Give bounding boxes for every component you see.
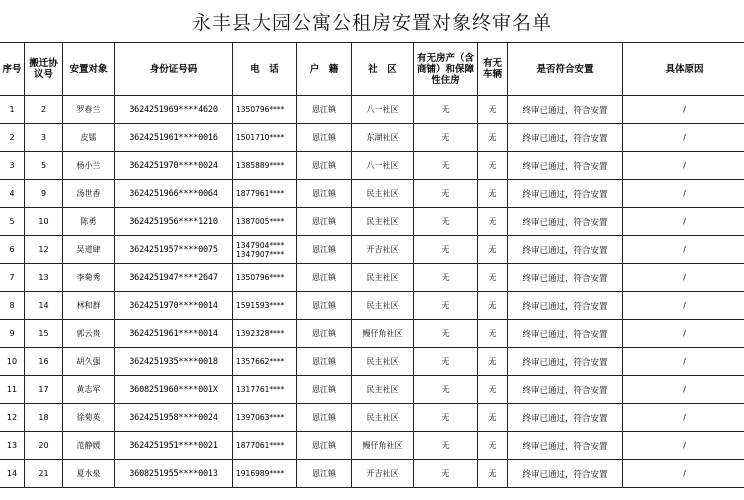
cell-reason: /: [623, 404, 744, 432]
cell-phone: [233, 376, 297, 404]
cell-name: 吴道肆: [63, 236, 115, 264]
cell-relocation-no: 3: [25, 124, 63, 152]
cell-name: 杨小兰: [63, 152, 115, 180]
cell-community: 鳗仔角社区: [352, 432, 414, 460]
header-has-vehicle: 有无车辆: [478, 43, 508, 96]
cell-community: 民主社区: [352, 208, 414, 236]
cell-phone: [233, 124, 297, 152]
cell-household: 恩江镇: [297, 152, 352, 180]
header-has-housing: 有无房产（含商铺）和保障性住房: [414, 43, 478, 96]
cell-relocation-no: 14: [25, 292, 63, 320]
cell-id-number: 3624251966****0064: [115, 180, 233, 208]
cell-index: 11: [0, 376, 25, 404]
phone-number: 1392328****: [236, 329, 285, 338]
cell-community: 民主社区: [352, 292, 414, 320]
cell-relocation-no: 2: [25, 96, 63, 124]
phone-number: 1877961****: [236, 189, 285, 198]
cell-phone: [233, 320, 297, 348]
cell-community: 民主社区: [352, 264, 414, 292]
cell-household: 恩江镇: [297, 236, 352, 264]
cell-relocation-no: 18: [25, 404, 63, 432]
cell-community: 民主社区: [352, 348, 414, 376]
cell-name: 林和群: [63, 292, 115, 320]
cell-relocation-no: 9: [25, 180, 63, 208]
cell-reason: /: [623, 124, 744, 152]
cell-relocation-no: 21: [25, 460, 63, 488]
cell-reason: /: [623, 376, 744, 404]
cell-eligibility: 终审已通过，符合安置: [508, 460, 623, 488]
cell-eligibility: 终审已通过，符合安置: [508, 208, 623, 236]
cell-has-housing: 无: [414, 376, 478, 404]
cell-reason: /: [623, 348, 744, 376]
table-row: [0, 124, 744, 152]
cell-community: 民主社区: [352, 404, 414, 432]
cell-has-vehicle: 无: [478, 460, 508, 488]
cell-community: 民主社区: [352, 180, 414, 208]
header-phone: 电 话: [233, 43, 297, 96]
cell-has-housing: 无: [414, 124, 478, 152]
cell-id-number: 3608251955****0013: [115, 460, 233, 488]
cell-phone: [233, 208, 297, 236]
cell-household: 恩江镇: [297, 180, 352, 208]
cell-name: 范静媛: [63, 432, 115, 460]
cell-has-vehicle: 无: [478, 320, 508, 348]
phone-number: 1591593****: [236, 301, 285, 310]
cell-has-vehicle: 无: [478, 96, 508, 124]
cell-relocation-no: 5: [25, 152, 63, 180]
cell-has-housing: 无: [414, 264, 478, 292]
cell-eligibility: 终审已通过，符合安置: [508, 152, 623, 180]
cell-reason: /: [623, 208, 744, 236]
cell-has-housing: 无: [414, 208, 478, 236]
cell-index: 9: [0, 320, 25, 348]
cell-eligibility: 终审已通过，符合安置: [508, 124, 623, 152]
cell-phone: [233, 152, 297, 180]
cell-household: 恩江镇: [297, 460, 352, 488]
cell-household: 恩江镇: [297, 348, 352, 376]
cell-reason: /: [623, 264, 744, 292]
cell-name: 胡久强: [63, 348, 115, 376]
cell-reason: /: [623, 460, 744, 488]
cell-has-vehicle: 无: [478, 432, 508, 460]
cell-eligibility: 终审已通过，符合安置: [508, 236, 623, 264]
cell-has-vehicle: 无: [478, 264, 508, 292]
table-row: [0, 152, 744, 180]
cell-index: 2: [0, 124, 25, 152]
cell-reason: /: [623, 96, 744, 124]
table-row: [0, 460, 744, 488]
cell-eligibility: 终审已通过，符合安置: [508, 348, 623, 376]
phone-number: 1397063****: [236, 413, 285, 422]
cell-name: 徐菊英: [63, 404, 115, 432]
header-relocation-no: 搬迁协议号: [25, 43, 63, 96]
cell-community: 开吉社区: [352, 236, 414, 264]
table-header-row: [0, 43, 744, 96]
cell-phone: [233, 96, 297, 124]
cell-id-number: 3624251961****0016: [115, 124, 233, 152]
header-id-number: 身份证号码: [115, 43, 233, 96]
cell-phone: [233, 180, 297, 208]
cell-index: 1: [0, 96, 25, 124]
cell-reason: /: [623, 432, 744, 460]
phone-number: 1916989****: [236, 469, 285, 478]
cell-name: 汤世香: [63, 180, 115, 208]
cell-reason: /: [623, 236, 744, 264]
cell-id-number: 3624251951****0021: [115, 432, 233, 460]
cell-household: 恩江镇: [297, 208, 352, 236]
cell-eligibility: 终审已通过，符合安置: [508, 432, 623, 460]
table-row: [0, 264, 744, 292]
cell-has-vehicle: 无: [478, 376, 508, 404]
cell-id-number: 3624251957****0075: [115, 236, 233, 264]
cell-index: 4: [0, 180, 25, 208]
cell-eligibility: 终审已通过，符合安置: [508, 320, 623, 348]
cell-eligibility: 终审已通过，符合安置: [508, 404, 623, 432]
table-row: [0, 376, 744, 404]
phone-number: 1317761****: [236, 385, 285, 394]
cell-name: 罗春兰: [63, 96, 115, 124]
cell-name: 郭云贵: [63, 320, 115, 348]
header-reason: 具体原因: [623, 43, 744, 96]
cell-phone: [233, 432, 297, 460]
table-row: [0, 180, 744, 208]
cell-community: 开吉社区: [352, 460, 414, 488]
cell-community: 东湖社区: [352, 124, 414, 152]
table-row: [0, 404, 744, 432]
cell-has-housing: 无: [414, 180, 478, 208]
cell-has-vehicle: 无: [478, 292, 508, 320]
cell-reason: /: [623, 320, 744, 348]
cell-relocation-no: 15: [25, 320, 63, 348]
cell-eligibility: 终审已通过，符合安置: [508, 180, 623, 208]
cell-id-number: 3624251935****0018: [115, 348, 233, 376]
phone-number: 1347907****: [236, 249, 285, 259]
cell-household: 恩江镇: [297, 124, 352, 152]
cell-id-number: 3624251956****1210: [115, 208, 233, 236]
cell-has-housing: 无: [414, 432, 478, 460]
cell-has-housing: 无: [414, 348, 478, 376]
cell-has-vehicle: 无: [478, 152, 508, 180]
phone-number: 1387005****: [236, 217, 285, 226]
cell-has-housing: 无: [414, 292, 478, 320]
document-title: 永丰县大园公寓公租房安置对象终审名单: [191, 12, 552, 34]
cell-has-vehicle: 无: [478, 348, 508, 376]
cell-id-number: 3608251960****001X: [115, 376, 233, 404]
cell-eligibility: 终审已通过，符合安置: [508, 292, 623, 320]
table-row: [0, 208, 744, 236]
cell-index: 10: [0, 348, 25, 376]
cell-household: 恩江镇: [297, 404, 352, 432]
cell-has-vehicle: 无: [478, 404, 508, 432]
cell-phone: [233, 460, 297, 488]
cell-has-vehicle: 无: [478, 208, 508, 236]
phone-number: 1385889****: [236, 161, 285, 170]
header-name: 安置对象: [63, 43, 115, 96]
cell-household: 恩江镇: [297, 96, 352, 124]
phone-number: 1501710****: [236, 133, 285, 142]
cell-community: 八一社区: [352, 96, 414, 124]
cell-relocation-no: 17: [25, 376, 63, 404]
cell-id-number: 3624251970****0024: [115, 152, 233, 180]
cell-community: 八一社区: [352, 152, 414, 180]
cell-id-number: 3624251969****4620: [115, 96, 233, 124]
header-household: 户 籍: [297, 43, 352, 96]
cell-reason: /: [623, 292, 744, 320]
cell-has-housing: 无: [414, 236, 478, 264]
header-community: 社 区: [352, 43, 414, 96]
cell-reason: /: [623, 152, 744, 180]
header-index: 序号: [0, 43, 25, 96]
cell-eligibility: 终审已通过，符合安置: [508, 376, 623, 404]
cell-has-housing: 无: [414, 96, 478, 124]
table-body: [0, 96, 744, 488]
cell-phone: [233, 292, 297, 320]
cell-id-number: 3624251958****0024: [115, 404, 233, 432]
cell-relocation-no: 20: [25, 432, 63, 460]
cell-name: 陈勇: [63, 208, 115, 236]
cell-household: 恩江镇: [297, 320, 352, 348]
cell-name: 皮镭: [63, 124, 115, 152]
phone-number: 1357662****: [236, 357, 285, 366]
table-row: [0, 236, 744, 264]
cell-relocation-no: 12: [25, 236, 63, 264]
cell-has-vehicle: 无: [478, 236, 508, 264]
cell-index: 14: [0, 460, 25, 488]
cell-relocation-no: 13: [25, 264, 63, 292]
cell-index: 13: [0, 432, 25, 460]
cell-community: 鳗仔角社区: [352, 320, 414, 348]
cell-phone: [233, 264, 297, 292]
cell-name: 李菊秀: [63, 264, 115, 292]
phone-number: 1350796****: [236, 273, 285, 282]
cell-relocation-no: 10: [25, 208, 63, 236]
cell-household: 恩江镇: [297, 432, 352, 460]
header-eligibility: 是否符合安置: [508, 43, 623, 96]
cell-community: 民主社区: [352, 376, 414, 404]
table-row: [0, 96, 744, 124]
cell-id-number: 3624251970****0014: [115, 292, 233, 320]
cell-reason: /: [623, 180, 744, 208]
cell-household: 恩江镇: [297, 264, 352, 292]
relocation-roster-table: [0, 42, 744, 488]
cell-index: 6: [0, 236, 25, 264]
cell-index: 7: [0, 264, 25, 292]
cell-index: 3: [0, 152, 25, 180]
cell-id-number: 3624251947****2647: [115, 264, 233, 292]
cell-id-number: 3624251961****0014: [115, 320, 233, 348]
cell-index: 5: [0, 208, 25, 236]
cell-relocation-no: 16: [25, 348, 63, 376]
table-row: [0, 292, 744, 320]
table-row: [0, 432, 744, 460]
cell-has-vehicle: 无: [478, 124, 508, 152]
cell-phone: [233, 236, 297, 264]
cell-household: 恩江镇: [297, 292, 352, 320]
cell-has-housing: 无: [414, 152, 478, 180]
cell-name: 夏水泉: [63, 460, 115, 488]
cell-index: 12: [0, 404, 25, 432]
phone-number: 1877061****: [236, 441, 285, 450]
cell-eligibility: 终审已通过，符合安置: [508, 96, 623, 124]
cell-household: 恩江镇: [297, 376, 352, 404]
cell-has-housing: 无: [414, 320, 478, 348]
cell-index: 8: [0, 292, 25, 320]
cell-has-housing: 无: [414, 404, 478, 432]
phone-number: 1350796****: [236, 105, 285, 114]
cell-eligibility: 终审已通过，符合安置: [508, 264, 623, 292]
table-row: [0, 320, 744, 348]
table-row: [0, 348, 744, 376]
cell-has-vehicle: 无: [478, 180, 508, 208]
cell-has-housing: 无: [414, 460, 478, 488]
cell-name: 黄志军: [63, 376, 115, 404]
phone-number: 1347904****: [236, 240, 285, 250]
cell-phone: [233, 404, 297, 432]
cell-phone: [233, 348, 297, 376]
